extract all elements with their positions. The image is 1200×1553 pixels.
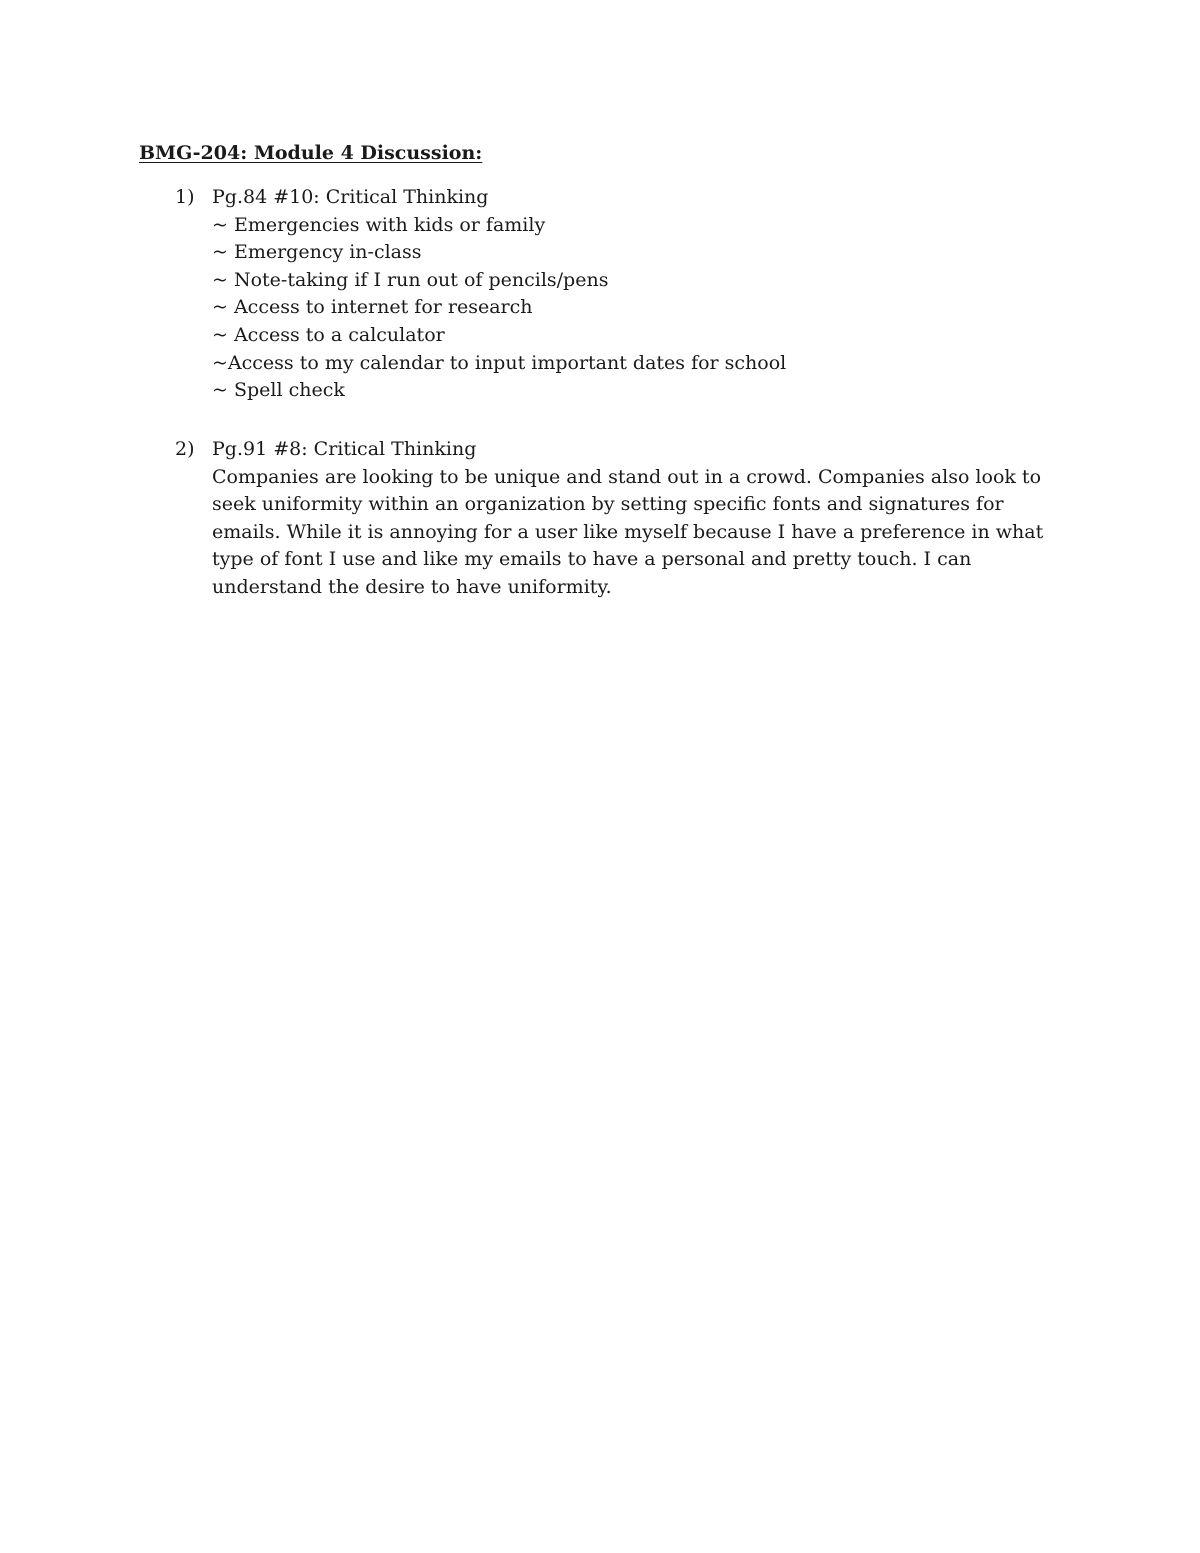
document-title: BMG-204: Module 4 Discussion: <box>139 142 483 164</box>
question-content <box>212 436 1062 602</box>
answer-item: ~ Emergencies with kids or family <box>212 213 546 236</box>
answer-item: ~ Access to internet for research <box>212 296 533 319</box>
answer-paragraph: Companies are looking to be unique and stand out in a crowd. Companies also look to seek uniformity within an organization by setting specific fonts and signatures for emails. While it is annoying for a user like myself because I have a preference in what type of font I use and like my emails to have a personal and pretty touch. I can understand the desire to have uniformity. <box>212 465 1044 598</box>
question-heading: Pg.91 #8: Critical Thinking <box>212 438 477 460</box>
question-heading: Pg.84 #10: Critical Thinking <box>212 186 489 208</box>
answer-item: ~ Access to a calculator <box>212 323 445 346</box>
question-content <box>212 184 1062 405</box>
question-number: 2) <box>175 438 195 460</box>
answer-item: ~ Emergency in-class <box>212 241 422 264</box>
answer-item: ~ Spell check <box>212 379 345 402</box>
answer-item: ~Access to my calendar to input important dates for school <box>212 351 787 374</box>
question-number: 1) <box>175 186 195 208</box>
answer-item: ~ Note-taking if I run out of pencils/pens <box>212 268 609 291</box>
